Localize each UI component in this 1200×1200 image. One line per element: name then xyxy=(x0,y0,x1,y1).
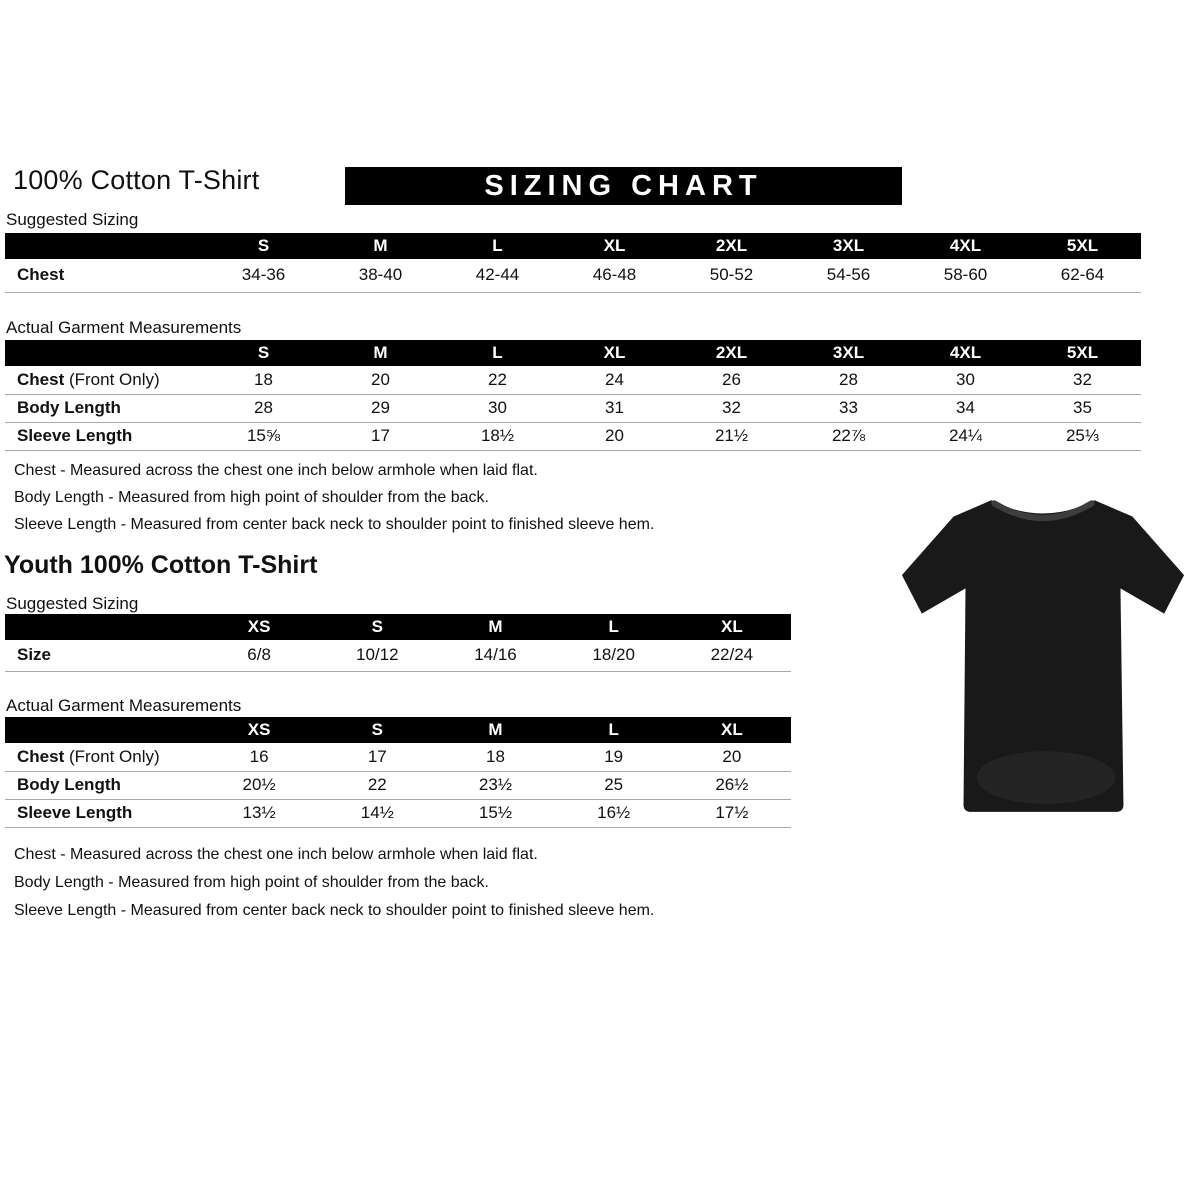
adult-actual-measurements-label: Actual Garment Measurements xyxy=(6,318,242,337)
size-header-cell: 2XL xyxy=(673,340,790,366)
size-header-cell: XL xyxy=(556,340,673,366)
measurement-cell: 28 xyxy=(790,366,907,394)
row-label-cell xyxy=(5,422,205,450)
table-row xyxy=(5,366,1141,394)
measurement-cell: 34 xyxy=(907,394,1024,422)
measurement-cell: 17½ xyxy=(673,799,791,827)
adult-section-title: 100% Cotton T-Shirt xyxy=(13,165,260,195)
adult-suggested-sizing-label: Suggested Sizing xyxy=(6,210,139,229)
measurement-cell: 13½ xyxy=(200,799,318,827)
measurement-cell: 31 xyxy=(556,394,673,422)
row-label: Sleeve Length xyxy=(17,426,133,445)
table-row xyxy=(5,640,791,671)
measurement-cell: 16½ xyxy=(555,799,673,827)
row-label: Chest xyxy=(17,369,65,389)
size-header-cell: M xyxy=(322,233,439,259)
measurement-cell: 46-48 xyxy=(556,259,673,292)
table-row xyxy=(5,422,1141,450)
measurement-cell: 33 xyxy=(790,394,907,422)
size-header-cell: L xyxy=(439,340,556,366)
measurement-cell: 29 xyxy=(322,394,439,422)
row-label-cell xyxy=(5,366,205,394)
measurement-cell: 30 xyxy=(907,366,1024,394)
row-label-cell xyxy=(5,799,200,827)
size-header-cell: L xyxy=(439,233,556,259)
measurement-cell: 32 xyxy=(1024,366,1141,394)
measurement-cell: 17 xyxy=(322,422,439,450)
row-label: Size xyxy=(17,645,52,665)
measurement-cell: 20 xyxy=(673,743,791,771)
size-header-cell: M xyxy=(436,717,554,743)
measurement-cell: 23½ xyxy=(436,771,554,799)
table-header-row xyxy=(5,717,791,743)
measurement-cell: 18/20 xyxy=(555,640,673,671)
measurement-cell: 20 xyxy=(556,422,673,450)
youth-note-sleeve-length: Sleeve Length - Measured from center back neck to shoulder point to finished sleeve hem. xyxy=(14,902,655,919)
size-header-cell: 4XL xyxy=(907,340,1024,366)
measurement-cell: 19 xyxy=(555,743,673,771)
measurement-cell: 20 xyxy=(322,366,439,394)
measurement-cell: 22⅞ xyxy=(790,422,907,450)
corner-cell xyxy=(5,233,205,259)
table-header-row xyxy=(5,340,1141,366)
measurement-cell: 35 xyxy=(1024,394,1141,422)
measurement-cell: 32 xyxy=(673,394,790,422)
adult-note-chest: Chest - Measured across the chest one inch below armhole when laid flat. xyxy=(14,462,538,479)
size-header-cell: 3XL xyxy=(790,340,907,366)
row-label: Sleeve Length xyxy=(17,803,133,822)
measurement-cell: 50-52 xyxy=(673,259,790,292)
size-header-cell: XL xyxy=(673,614,791,640)
table-row xyxy=(5,259,1141,292)
size-header-cell: S xyxy=(318,614,436,640)
tshirt-image xyxy=(892,474,1190,818)
size-header-cell: XS xyxy=(200,717,318,743)
row-label-cell xyxy=(5,771,200,799)
size-header-cell: L xyxy=(555,614,673,640)
tshirt-sheen xyxy=(976,751,1115,804)
table-row xyxy=(5,771,791,799)
size-header-cell: L xyxy=(555,717,673,743)
row-label: Chest xyxy=(17,265,65,285)
measurement-cell: 18 xyxy=(205,366,322,394)
row-label-cell xyxy=(5,259,205,292)
size-header-cell: M xyxy=(436,614,554,640)
size-header-cell: M xyxy=(322,340,439,366)
youth-note-body-length: Body Length - Measured from high point of shoulder from the back. xyxy=(14,874,489,891)
measurement-cell: 20½ xyxy=(200,771,318,799)
measurement-cell: 25 xyxy=(555,771,673,799)
table-row xyxy=(5,799,791,827)
table-row xyxy=(5,394,1141,422)
size-header-cell: S xyxy=(205,340,322,366)
row-label: Body Length xyxy=(17,398,121,417)
measurement-cell: 18½ xyxy=(439,422,556,450)
measurement-cell: 24 xyxy=(556,366,673,394)
measurement-cell: 17 xyxy=(318,743,436,771)
row-label: Chest xyxy=(17,746,65,766)
youth-actual-measurements-label: Actual Garment Measurements xyxy=(6,696,242,715)
size-header-cell: 2XL xyxy=(673,233,790,259)
measurement-cell: 25⅓ xyxy=(1024,422,1141,450)
adult-actual-table xyxy=(5,340,1141,451)
measurement-cell: 6/8 xyxy=(200,640,318,671)
youth-suggested-sizing-label: Suggested Sizing xyxy=(6,594,139,613)
youth-suggested-table xyxy=(5,614,791,672)
corner-cell xyxy=(5,717,200,743)
size-header-cell: XL xyxy=(673,717,791,743)
measurement-cell: 22 xyxy=(439,366,556,394)
size-header-cell: 5XL xyxy=(1024,340,1141,366)
size-header-cell: 3XL xyxy=(790,233,907,259)
measurement-cell: 10/12 xyxy=(318,640,436,671)
measurement-cell: 62-64 xyxy=(1024,259,1141,292)
youth-note-chest: Chest - Measured across the chest one inch below armhole when laid flat. xyxy=(14,846,538,863)
table-row xyxy=(5,743,791,771)
adult-suggested-table xyxy=(5,233,1141,293)
tshirt-graphic xyxy=(892,474,1190,818)
measurement-cell: 16 xyxy=(200,743,318,771)
size-header-cell: XL xyxy=(556,233,673,259)
row-label-suffix: (Front Only) xyxy=(64,746,160,766)
size-header-cell: S xyxy=(318,717,436,743)
sizing-chart-banner: SIZING CHART xyxy=(345,167,902,205)
measurement-cell: 15⅝ xyxy=(205,422,322,450)
size-header-cell: 4XL xyxy=(907,233,1024,259)
measurement-cell: 34-36 xyxy=(205,259,322,292)
measurement-cell: 26½ xyxy=(673,771,791,799)
measurement-cell: 38-40 xyxy=(322,259,439,292)
size-header-cell: 5XL xyxy=(1024,233,1141,259)
row-label: Body Length xyxy=(17,775,121,794)
youth-section-title: Youth 100% Cotton T-Shirt xyxy=(4,551,318,579)
measurement-cell: 30 xyxy=(439,394,556,422)
measurement-cell: 28 xyxy=(205,394,322,422)
measurement-cell: 14½ xyxy=(318,799,436,827)
adult-note-body-length: Body Length - Measured from high point of shoulder from the back. xyxy=(14,489,489,506)
measurement-cell: 54-56 xyxy=(790,259,907,292)
measurement-cell: 21½ xyxy=(673,422,790,450)
measurement-cell: 22 xyxy=(318,771,436,799)
measurement-cell: 42-44 xyxy=(439,259,556,292)
row-label-cell xyxy=(5,394,205,422)
row-label-suffix: (Front Only) xyxy=(64,369,160,389)
measurement-cell: 58-60 xyxy=(907,259,1024,292)
measurement-cell: 24¼ xyxy=(907,422,1024,450)
measurement-cell: 15½ xyxy=(436,799,554,827)
size-header-cell: XS xyxy=(200,614,318,640)
table-header-row xyxy=(5,233,1141,259)
corner-cell xyxy=(5,340,205,366)
measurement-cell: 22/24 xyxy=(673,640,791,671)
row-label-cell xyxy=(5,743,200,771)
size-header-cell: S xyxy=(205,233,322,259)
youth-actual-table xyxy=(5,717,791,828)
row-label-cell xyxy=(5,640,200,671)
measurement-cell: 14/16 xyxy=(436,640,554,671)
measurement-cell: 26 xyxy=(673,366,790,394)
corner-cell xyxy=(5,614,200,640)
table-header-row xyxy=(5,614,791,640)
measurement-cell: 18 xyxy=(436,743,554,771)
adult-note-sleeve-length: Sleeve Length - Measured from center back neck to shoulder point to finished sleeve hem. xyxy=(14,516,655,533)
